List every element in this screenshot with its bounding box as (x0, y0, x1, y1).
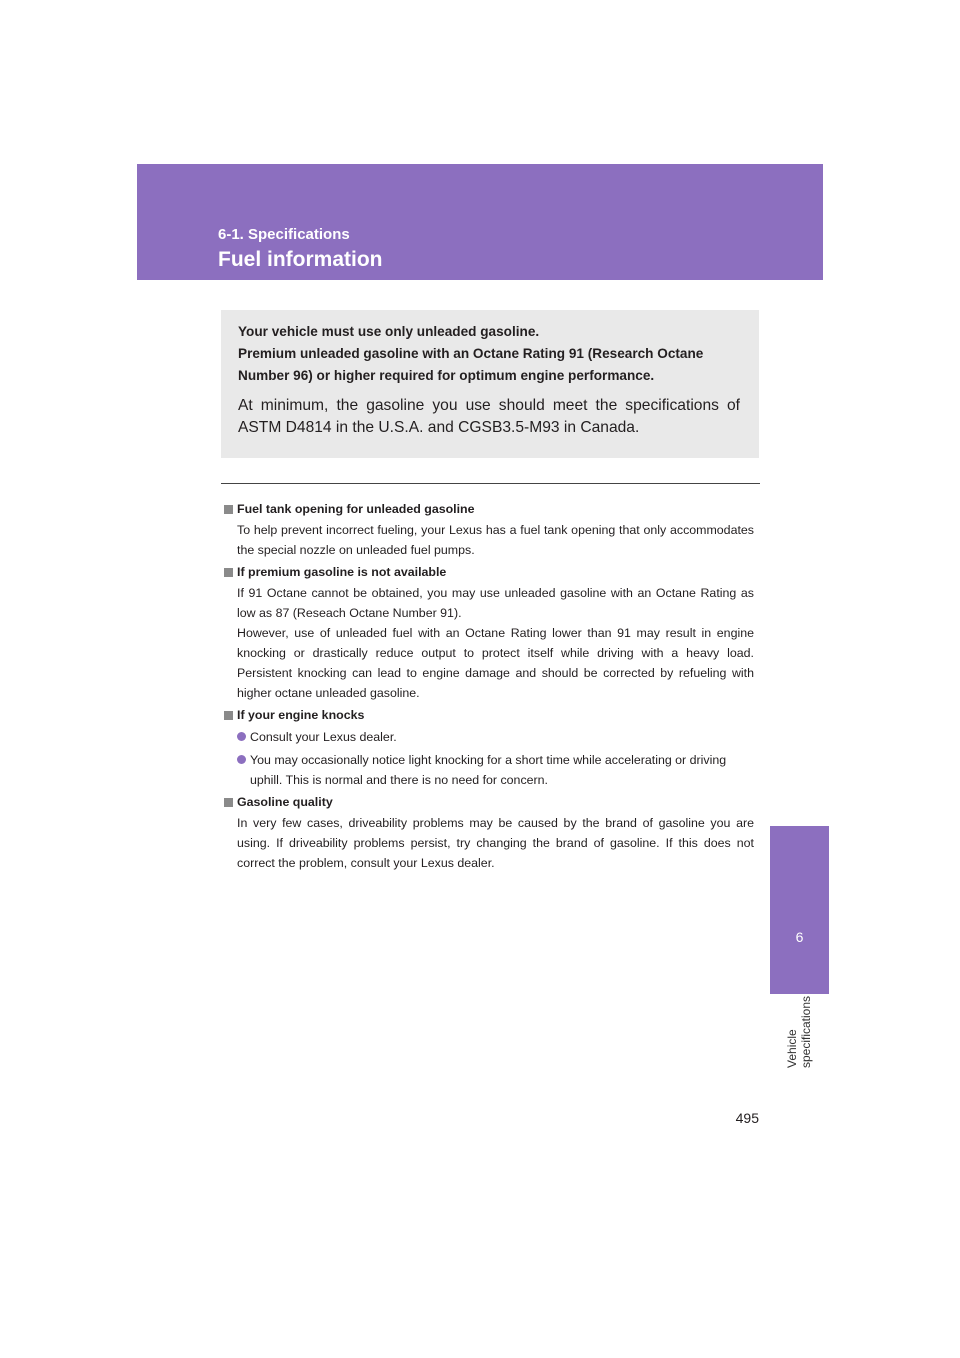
list-item-text: You may occasionally notice light knocking for a short time while accelerating or driving uphill. This is normal and there is no need for concern. (250, 753, 727, 787)
note-text: In very few cases, driveability problems may be caused by the brand of gasoline you are using. If driveability problems persist, try changing the brand of gasoline. If this does not correct the problem, consult your Lexus dealer. (237, 816, 754, 870)
note-heading (224, 563, 754, 581)
square-bullet-icon (224, 568, 233, 577)
note-heading-text: If your engine knocks (237, 708, 365, 722)
fuel-summary-box (221, 310, 759, 458)
round-bullet-icon (237, 755, 246, 764)
list-item (237, 727, 754, 747)
section-label: 6-1. Specifications (218, 226, 350, 243)
note-text: If 91 Octane cannot be obtained, you may use unleaded gasoline with an Octane Rating as low as 87 (Reseach Octane Number 91). (237, 586, 754, 620)
note-heading (224, 500, 754, 518)
note-heading-text: Fuel tank opening for unleaded gasoline (237, 502, 475, 516)
round-bullet-icon (237, 732, 246, 741)
square-bullet-icon (224, 711, 233, 720)
note-text: To help prevent incorrect fueling, your Lexus has a fuel tank opening that only accommodates the special nozzle on unleaded fuel pumps. (237, 523, 754, 557)
note-heading (224, 706, 754, 724)
note-text: However, use of unleaded fuel with an Octane Rating lower than 91 may result in engine knocking or drastically reduce output to protect itself while driving with a heavy load. Persistent knocking can lead to engine damage and should be corrected by refueling with higher octane unleaded gasoline. (237, 626, 754, 700)
summary-line-1: Your vehicle must use only unleaded gasoline. (238, 324, 540, 339)
chapter-header (137, 164, 823, 280)
list-item-text: Consult your Lexus dealer. (250, 730, 397, 744)
note-heading (224, 793, 754, 811)
note-heading-text: Gasoline quality (237, 795, 333, 809)
chapter-tab (770, 826, 829, 994)
chapter-side-label: Vehicle specifications (785, 995, 813, 1068)
summary-line-2: Premium unleaded gasoline with an Octane Rating 91 (Research Octane Number 96) or higher required for optimum engine performance. (238, 346, 704, 383)
chapter-number: 6 (795, 929, 804, 945)
notes-content (224, 500, 754, 873)
square-bullet-icon (224, 505, 233, 514)
section-divider (221, 483, 760, 484)
page-title: Fuel information (218, 248, 383, 271)
list-item (237, 750, 754, 790)
page-number: 495 (735, 1110, 759, 1126)
summary-body: At minimum, the gasoline you use should meet the specifications of ASTM D4814 in the U.S.A. and CGSB3.5-M93 in Canada. (238, 397, 740, 436)
square-bullet-icon (224, 798, 233, 807)
note-heading-text: If premium gasoline is not available (237, 565, 447, 579)
